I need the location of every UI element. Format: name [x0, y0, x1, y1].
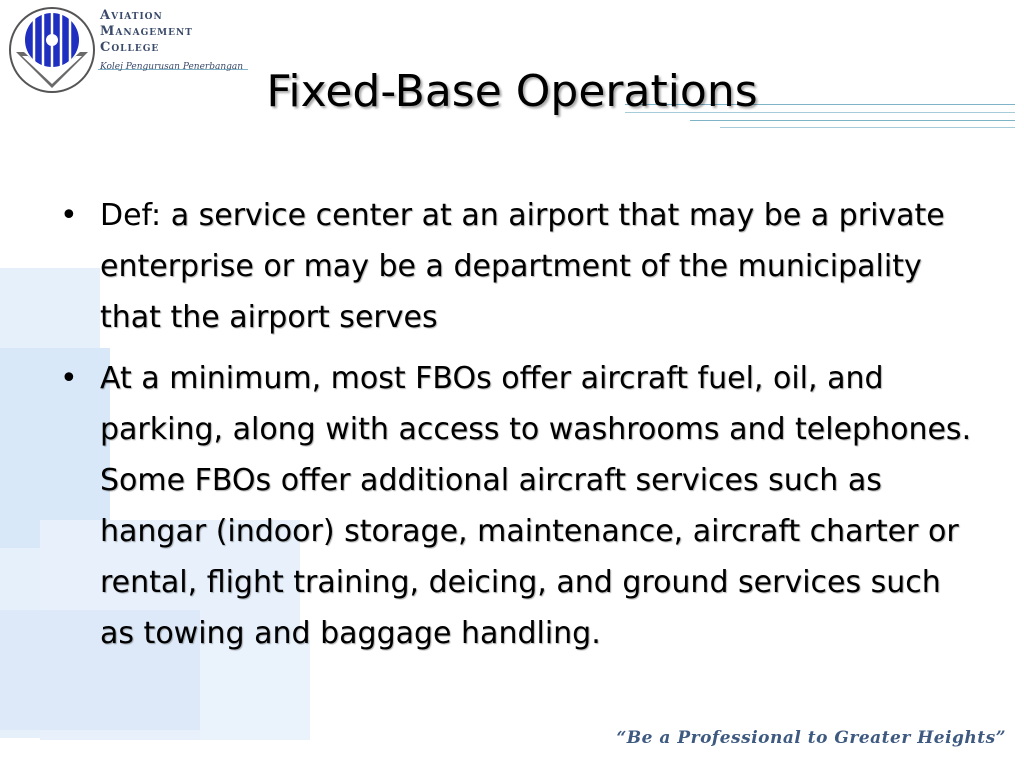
- header-divider: [720, 127, 1015, 128]
- bullet-text: a service center at an airport that may be a private enterprise or may be a department of the municipality that the airport serves: [100, 198, 945, 335]
- logo-line-1: Aviation: [100, 8, 163, 23]
- logo-line-3: College: [100, 40, 160, 55]
- footer-slogan: “Be a Professional to Greater Heights”: [616, 728, 1006, 748]
- logo-wordmark: [100, 8, 250, 72]
- bullet-item: [60, 190, 980, 343]
- logo-line-2: Management: [100, 24, 193, 39]
- bullet-item: [60, 353, 980, 659]
- slide-title: Fixed-Base Operations: [266, 66, 758, 117]
- header-divider: [690, 120, 1015, 121]
- bullet-text: At a minimum, most FBOs offer aircraft fuel, oil, and parking, along with access to washrooms and telephones. Some FBOs offer additional aircraft services such as hangar (indoor) storage, maintenance, aircraft charter or rental, flight training, deicing, and ground services such as towing and baggage handling.: [100, 361, 972, 651]
- bullet-icon: •: [60, 361, 78, 396]
- logo-subtitle: Kolej Pengurusan Penerbangan: [100, 62, 244, 72]
- bullet-list: [60, 190, 980, 669]
- bullet-icon: •: [60, 198, 78, 233]
- bullet-prefix: Def:: [100, 198, 171, 233]
